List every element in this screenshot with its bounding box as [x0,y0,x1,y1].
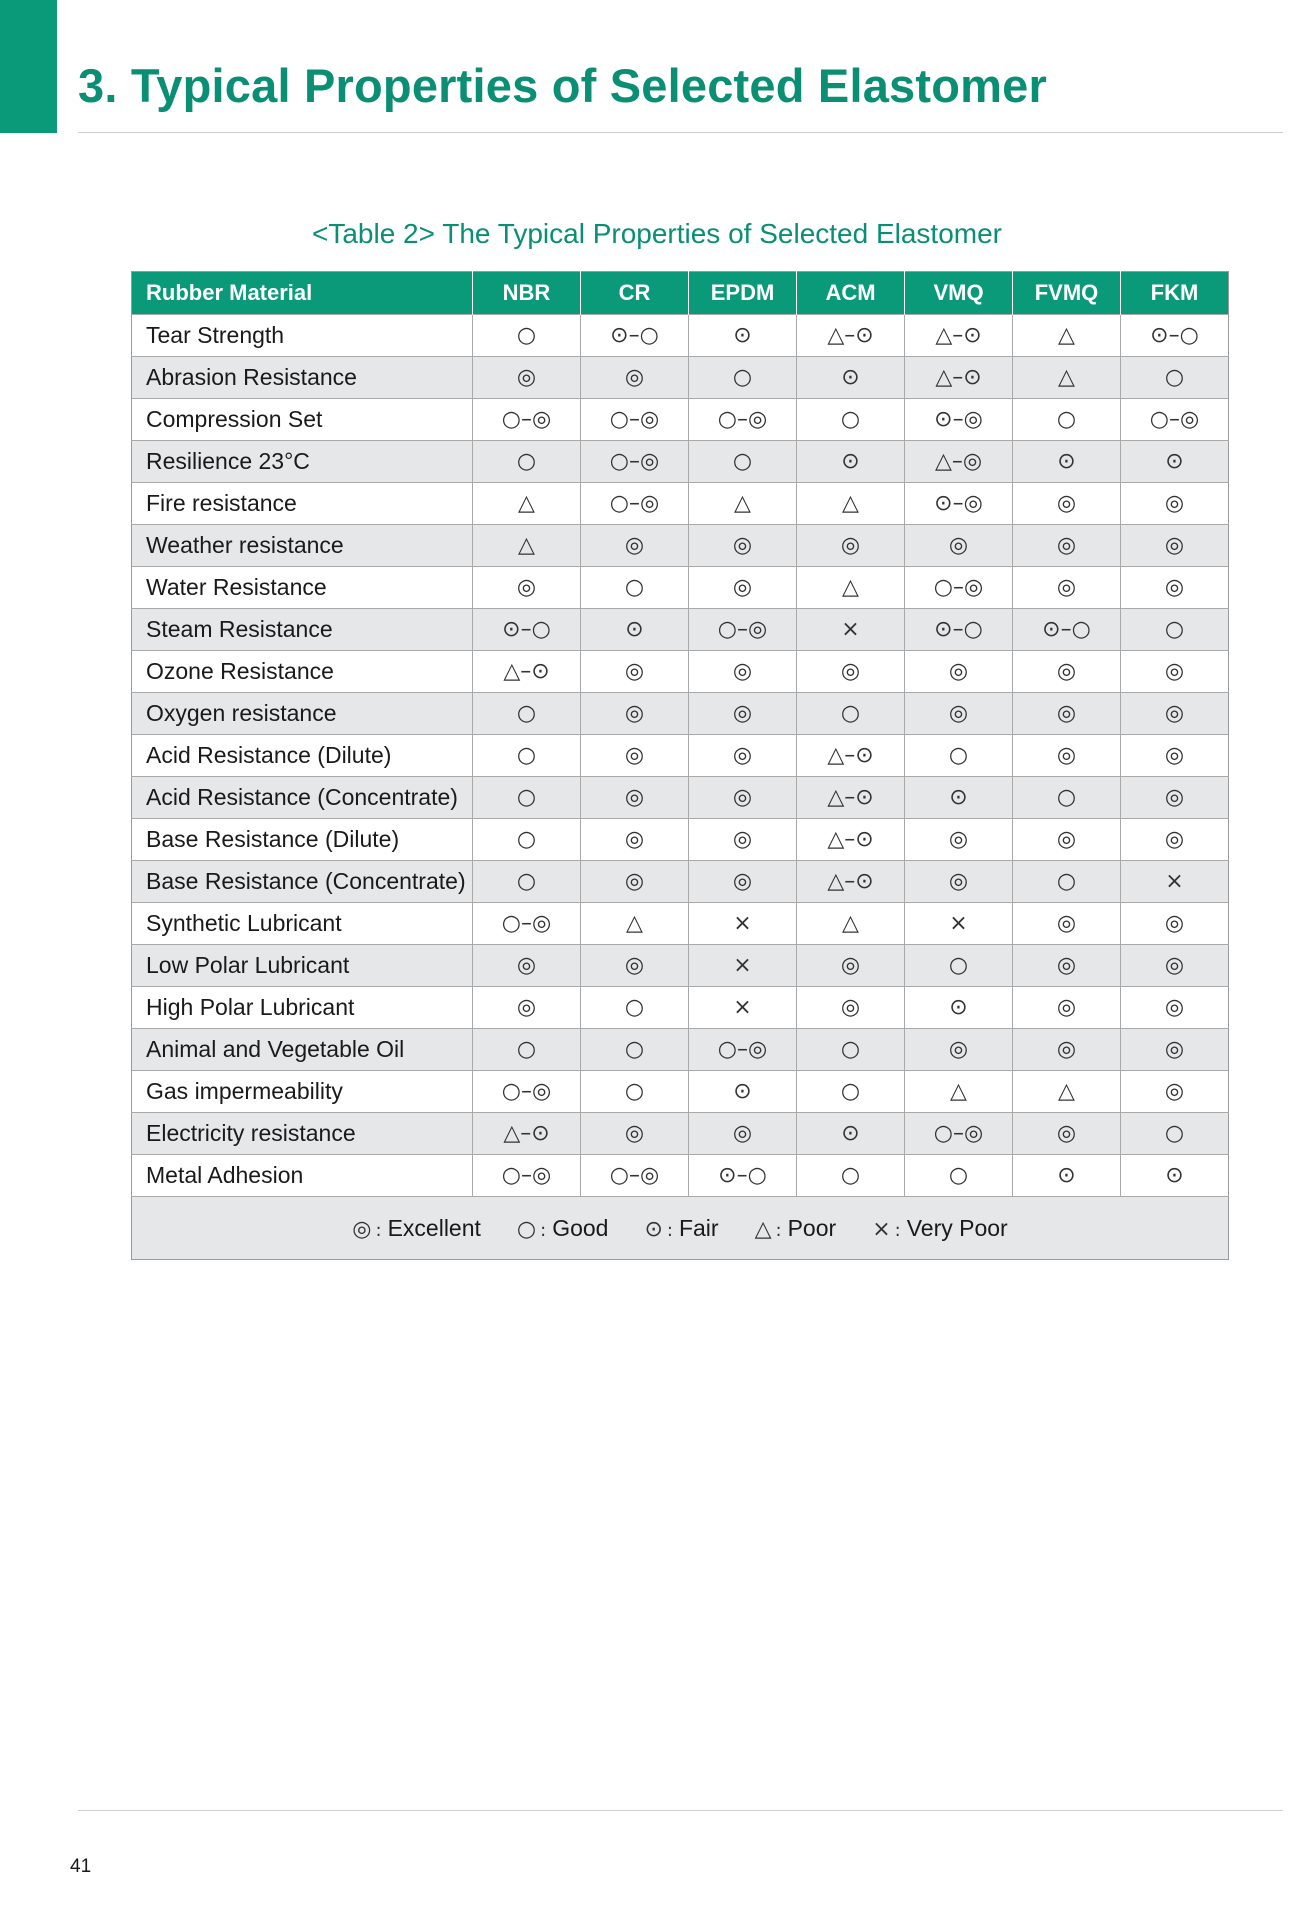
rating-cell: ◎ [689,1113,797,1155]
property-name: Acid Resistance (Dilute) [132,735,473,777]
rating-cell: ◎ [797,651,905,693]
rating-cell: △–⊙ [797,735,905,777]
rating-cell: ⊙ [689,1071,797,1113]
property-name: Base Resistance (Concentrate) [132,861,473,903]
table-row [132,483,1229,525]
rating-cell: ◎ [581,1113,689,1155]
rating-cell: ○ [581,567,689,609]
property-name: Animal and Vegetable Oil [132,1029,473,1071]
rating-cell: ◎ [689,651,797,693]
rating-cell: △ [797,483,905,525]
legend-separator: : [540,1219,547,1241]
column-header-fvmq: FVMQ [1013,272,1121,315]
rating-cell: ◎ [1121,735,1229,777]
table-row [132,693,1229,735]
legend-symbol: ○ [516,1216,537,1242]
rating-cell: ◎ [689,735,797,777]
rating-cell: ◎ [1013,945,1121,987]
footer-divider [78,1810,1283,1811]
rating-cell: ⊙ [797,1113,905,1155]
table-body [132,315,1229,1260]
rating-cell: ◎ [1121,819,1229,861]
elastomer-properties-table [131,271,1229,1260]
rating-cell: ◎ [1013,987,1121,1029]
legend-symbol: △ [754,1216,772,1242]
property-name: Steam Resistance [132,609,473,651]
table-row [132,987,1229,1029]
rating-cell: ⊙ [797,357,905,399]
rating-cell: ◎ [581,357,689,399]
rating-cell: ○–◎ [473,903,581,945]
rating-cell: ◎ [1121,693,1229,735]
property-name: Low Polar Lubricant [132,945,473,987]
table-row [132,399,1229,441]
table-row [132,567,1229,609]
legend-item [644,1215,718,1242]
rating-cell: ⊙ [581,609,689,651]
rating-cell: △–⊙ [797,315,905,357]
rating-cell: ◎ [581,693,689,735]
property-name: Compression Set [132,399,473,441]
rating-cell: ◎ [689,567,797,609]
column-header-rubber-material: Rubber Material [132,272,473,315]
property-name: Metal Adhesion [132,1155,473,1197]
rating-cell: ⊙ [1121,1155,1229,1197]
legend-label: Excellent [387,1214,481,1241]
legend-label: Fair [678,1214,719,1241]
rating-cell: △–⊙ [797,819,905,861]
table-row [132,735,1229,777]
rating-cell: ⊙–○ [581,315,689,357]
rating-cell: × [797,609,905,651]
table-header-row [132,272,1229,315]
rating-cell: ◎ [905,819,1013,861]
rating-cell: ◎ [581,651,689,693]
rating-cell: ○ [473,819,581,861]
rating-cell: ○ [797,399,905,441]
rating-cell: ○–◎ [581,399,689,441]
property-name: Gas impermeability [132,1071,473,1113]
rating-cell: ⊙–○ [905,609,1013,651]
legend-separator: : [666,1219,673,1241]
rating-cell: ○ [473,735,581,777]
rating-cell: △ [1013,315,1121,357]
rating-cell: ⊙–◎ [905,483,1013,525]
rating-cell: ○–◎ [689,1029,797,1071]
rating-cell: ○ [1121,609,1229,651]
rating-cell: ◎ [581,777,689,819]
rating-cell: △ [689,483,797,525]
legend-item [352,1215,481,1242]
rating-cell: △ [473,483,581,525]
rating-cell: ◎ [1013,483,1121,525]
rating-cell: ◎ [1121,945,1229,987]
rating-cell: ◎ [1013,651,1121,693]
rating-cell: ○–◎ [581,441,689,483]
title-divider [78,132,1283,133]
rating-cell: ⊙ [689,315,797,357]
properties-table-container [131,271,1228,1260]
rating-cell: ◎ [581,945,689,987]
rating-cell: ⊙ [1121,441,1229,483]
rating-cell: ◎ [905,861,1013,903]
rating-cell: △ [1013,357,1121,399]
rating-cell: ○–◎ [473,399,581,441]
legend-label: Very Poor [906,1214,1008,1241]
rating-cell: ◎ [1121,777,1229,819]
legend-symbol: ⊙ [644,1216,663,1242]
rating-cell: ○ [905,735,1013,777]
rating-cell: ○ [689,441,797,483]
table-row [132,777,1229,819]
rating-cell: △–⊙ [473,1113,581,1155]
rating-cell: ○ [689,357,797,399]
rating-cell: △–⊙ [797,861,905,903]
column-header-nbr: NBR [473,272,581,315]
rating-cell: ○ [473,1029,581,1071]
legend-symbol: × [872,1216,891,1242]
rating-cell: ○–◎ [905,1113,1013,1155]
legend [132,1197,1229,1260]
rating-cell: △ [473,525,581,567]
rating-cell: ○–◎ [905,567,1013,609]
table-row [132,315,1229,357]
rating-cell: ◎ [1013,819,1121,861]
rating-cell: △ [1013,1071,1121,1113]
legend-separator: : [894,1219,901,1241]
rating-cell: ◎ [581,861,689,903]
rating-cell: ◎ [1121,903,1229,945]
legend-item [872,1215,1008,1242]
rating-cell: ◎ [581,819,689,861]
rating-cell: ◎ [797,987,905,1029]
table-row [132,1071,1229,1113]
legend-item [755,1215,837,1242]
legend-separator: : [775,1219,782,1241]
rating-cell: ○–◎ [581,1155,689,1197]
legend-separator: : [375,1219,382,1241]
rating-cell: ○ [581,1029,689,1071]
rating-cell: ◎ [1121,651,1229,693]
property-name: Base Resistance (Dilute) [132,819,473,861]
table-row [132,1029,1229,1071]
rating-cell: ◎ [689,819,797,861]
page-title: 3. Typical Properties of Selected Elastomer [78,59,1047,112]
rating-cell: ⊙–○ [689,1155,797,1197]
rating-cell: ○ [797,1071,905,1113]
rating-cell: ○ [797,1029,905,1071]
rating-cell: ◎ [1013,735,1121,777]
rating-cell: ◎ [1121,483,1229,525]
rating-cell: ⊙ [905,777,1013,819]
rating-cell: ○ [581,987,689,1029]
legend-row [132,1197,1229,1260]
rating-cell: △ [797,903,905,945]
table-row [132,945,1229,987]
property-name: Oxygen resistance [132,693,473,735]
property-name: Weather resistance [132,525,473,567]
table-row [132,819,1229,861]
rating-cell: ◎ [905,651,1013,693]
rating-cell: ○ [473,777,581,819]
column-header-cr: CR [581,272,689,315]
rating-cell: ○–◎ [1121,399,1229,441]
legend-item [517,1215,609,1242]
rating-cell: × [905,903,1013,945]
rating-cell: ◎ [905,693,1013,735]
table-row [132,609,1229,651]
rating-cell: ◎ [797,525,905,567]
rating-cell: ○ [473,861,581,903]
property-name: Fire resistance [132,483,473,525]
legend-symbol: ◎ [352,1216,372,1242]
property-name: Tear Strength [132,315,473,357]
legend-label: Poor [787,1214,837,1241]
rating-cell: ○ [905,945,1013,987]
table-row [132,1113,1229,1155]
property-name: High Polar Lubricant [132,987,473,1029]
rating-cell: ◎ [689,525,797,567]
rating-cell: ○ [797,693,905,735]
rating-cell: ◎ [581,525,689,567]
rating-cell: △–⊙ [473,651,581,693]
column-header-acm: ACM [797,272,905,315]
rating-cell: ○–◎ [473,1071,581,1113]
rating-cell: ◎ [1121,525,1229,567]
table-row [132,441,1229,483]
table-row [132,357,1229,399]
column-header-vmq: VMQ [905,272,1013,315]
rating-cell: ⊙ [1013,1155,1121,1197]
rating-cell: ○ [473,441,581,483]
rating-cell: ○–◎ [581,483,689,525]
rating-cell: ⊙ [905,987,1013,1029]
rating-cell: △–⊙ [905,357,1013,399]
property-name: Synthetic Lubricant [132,903,473,945]
rating-cell: ◎ [1121,987,1229,1029]
rating-cell: ○ [797,1155,905,1197]
rating-cell: ◎ [1013,525,1121,567]
rating-cell: ◎ [1013,1113,1121,1155]
rating-cell: ◎ [1013,1029,1121,1071]
rating-cell: ◎ [473,567,581,609]
column-header-fkm: FKM [1121,272,1229,315]
rating-cell: × [1121,861,1229,903]
rating-cell: ◎ [473,945,581,987]
rating-cell: ○ [1121,1113,1229,1155]
rating-cell: ⊙–○ [1013,609,1121,651]
rating-cell: ○ [1013,861,1121,903]
column-header-epdm: EPDM [689,272,797,315]
rating-cell: ○ [905,1155,1013,1197]
rating-cell: ◎ [689,777,797,819]
rating-cell: ○ [581,1071,689,1113]
rating-cell: △–⊙ [905,315,1013,357]
rating-cell: ○–◎ [689,399,797,441]
rating-cell: ◎ [905,1029,1013,1071]
rating-cell: ◎ [1013,567,1121,609]
table-row [132,1155,1229,1197]
rating-cell: ◎ [1121,1029,1229,1071]
property-name: Electricity resistance [132,1113,473,1155]
legend-label: Good [552,1214,609,1241]
rating-cell: ◎ [689,693,797,735]
rating-cell: ⊙ [1013,441,1121,483]
rating-cell: ◎ [1121,567,1229,609]
rating-cell: ○ [1013,399,1121,441]
rating-cell: ◎ [1013,903,1121,945]
rating-cell: ◎ [473,357,581,399]
rating-cell: × [689,987,797,1029]
rating-cell: ◎ [797,945,905,987]
rating-cell: ⊙–○ [473,609,581,651]
rating-cell: △ [797,567,905,609]
property-name: Ozone Resistance [132,651,473,693]
table-row [132,903,1229,945]
table-row [132,525,1229,567]
rating-cell: ◎ [1121,1071,1229,1113]
rating-cell: ◎ [689,861,797,903]
rating-cell: ◎ [1013,693,1121,735]
rating-cell: ○ [473,693,581,735]
rating-cell: ○–◎ [689,609,797,651]
table-row [132,861,1229,903]
rating-cell: ○ [1121,357,1229,399]
rating-cell: ⊙ [797,441,905,483]
rating-cell: △ [905,1071,1013,1113]
page-number: 41 [70,1856,92,1877]
rating-cell: ○–◎ [473,1155,581,1197]
property-name: Water Resistance [132,567,473,609]
rating-cell: △–◎ [905,441,1013,483]
rating-cell: × [689,903,797,945]
rating-cell: △–⊙ [797,777,905,819]
green-accent-tab [0,0,57,133]
rating-cell: × [689,945,797,987]
rating-cell: ◎ [905,525,1013,567]
property-name: Abrasion Resistance [132,357,473,399]
rating-cell: ○ [473,315,581,357]
property-name: Resilience 23°C [132,441,473,483]
rating-cell: ⊙–◎ [905,399,1013,441]
property-name: Acid Resistance (Concentrate) [132,777,473,819]
rating-cell: ⊙–○ [1121,315,1229,357]
table-caption: <Table 2> The Typical Properties of Selected Elastomer [311,218,1003,249]
table-row [132,651,1229,693]
rating-cell: ◎ [473,987,581,1029]
rating-cell: ○ [1013,777,1121,819]
rating-cell: △ [581,903,689,945]
rating-cell: ◎ [581,735,689,777]
